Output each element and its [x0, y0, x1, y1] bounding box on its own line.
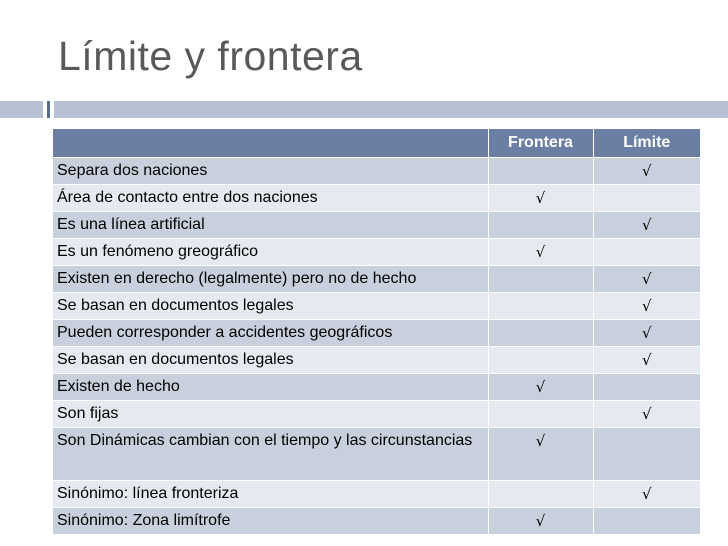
limite-check: [593, 374, 700, 401]
row-label: Es un fenómeno greográfico: [53, 239, 488, 266]
limite-check: √: [593, 158, 700, 185]
limite-check: √: [593, 320, 700, 347]
comparison-table: [53, 129, 700, 534]
frontera-check: √: [488, 239, 593, 266]
accent-bar-left: [0, 101, 43, 118]
limite-check: [593, 508, 700, 535]
limite-check: [593, 185, 700, 212]
limite-check: √: [593, 347, 700, 374]
table-row: [53, 481, 700, 508]
limite-check: √: [593, 266, 700, 293]
table-row: [53, 508, 700, 535]
accent-bar-right: [54, 101, 728, 118]
frontera-check: √: [488, 185, 593, 212]
table-row: [53, 212, 700, 239]
table-row: [53, 158, 700, 185]
limite-check: √: [593, 293, 700, 320]
frontera-check: [488, 347, 593, 374]
table-row: [53, 320, 700, 347]
limite-check: [593, 239, 700, 266]
row-label: Sinónimo: línea fronteriza: [53, 481, 488, 508]
row-label: Existen en derecho (legalmente) pero no de hecho: [53, 266, 488, 293]
row-label: Se basan en documentos legales: [53, 347, 488, 374]
row-label: Existen de hecho: [53, 374, 488, 401]
limite-check: √: [593, 401, 700, 428]
frontera-check: [488, 293, 593, 320]
table-row: [53, 374, 700, 401]
frontera-check: [488, 212, 593, 239]
slide-title: Límite y frontera: [58, 33, 363, 79]
frontera-check: √: [488, 428, 593, 481]
table-row: [53, 266, 700, 293]
limite-check: √: [593, 212, 700, 239]
table-row: [53, 293, 700, 320]
row-label: Sinónimo: Zona limítrofe: [53, 508, 488, 535]
limite-check: [593, 428, 700, 481]
table-header-row: [53, 129, 700, 158]
header-blank: [53, 129, 488, 158]
table-row: [53, 239, 700, 266]
table-row: [53, 185, 700, 212]
header-frontera: Frontera: [488, 129, 593, 158]
frontera-check: [488, 320, 593, 347]
frontera-check: [488, 401, 593, 428]
limite-check: √: [593, 481, 700, 508]
row-label: Se basan en documentos legales: [53, 293, 488, 320]
frontera-check: [488, 266, 593, 293]
row-label: Separa dos naciones: [53, 158, 488, 185]
frontera-check: √: [488, 374, 593, 401]
accent-bar-marker: [47, 101, 50, 118]
row-label: Pueden corresponder a accidentes geográficos: [53, 320, 488, 347]
frontera-check: √: [488, 508, 593, 535]
row-label: Son fijas: [53, 401, 488, 428]
row-label: Área de contacto entre dos naciones: [53, 185, 488, 212]
frontera-check: [488, 158, 593, 185]
frontera-check: [488, 481, 593, 508]
row-label: Son Dinámicas cambian con el tiempo y las circunstancias: [53, 428, 488, 481]
table-row: [53, 401, 700, 428]
table-row: [53, 347, 700, 374]
row-label: Es una línea artificial: [53, 212, 488, 239]
table-row: [53, 428, 700, 481]
header-limite: Límite: [593, 129, 700, 158]
